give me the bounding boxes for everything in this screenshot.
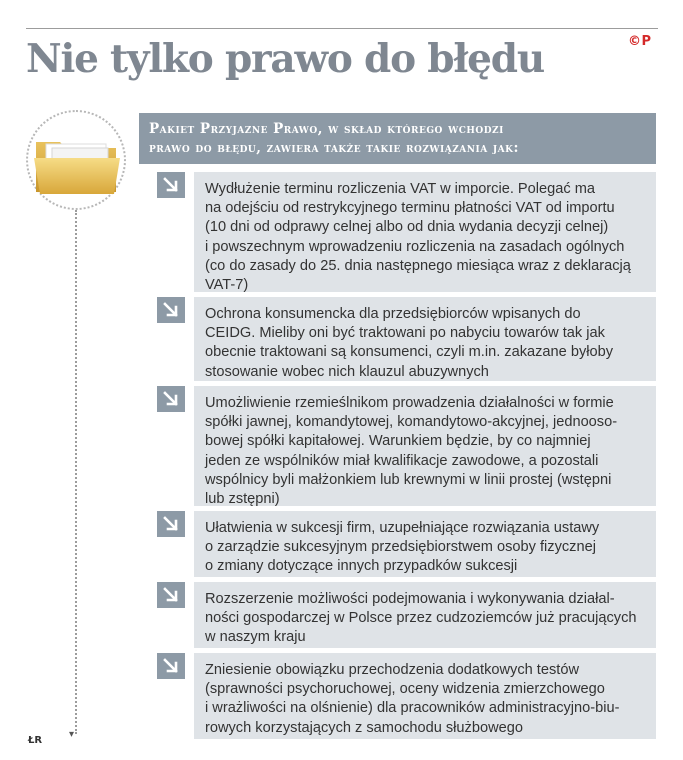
item-text xyxy=(205,590,651,648)
list-item xyxy=(157,511,656,577)
header-line: prawo do błędu, zawiera także takie rozwiązania jak: xyxy=(149,140,519,156)
folder-icon xyxy=(32,130,122,204)
item-line: na odejściu od restrykcyjnego terminu płatności VAT od importu xyxy=(205,200,615,217)
item-line: (co do zasady do 25. dnia następnego miesiąca wraz z deklaracją xyxy=(205,257,631,274)
item-line: i powszechnym wprowadzeniu rozliczenia na zasadach ogólnych xyxy=(205,238,625,255)
list-item xyxy=(157,386,656,506)
item-line: Umożliwienie rzemieślnikom prowadzenia działalności w formie xyxy=(205,395,614,411)
item-text xyxy=(205,180,651,295)
arrow-down-right-icon xyxy=(157,297,185,323)
item-line: o zmiany dotyczące innych przypadków sukcesji xyxy=(205,558,518,575)
item-text xyxy=(205,394,651,509)
item-line: Ułatwienia w sukcesji firm, uzupełniające rozwiązania ustawy xyxy=(205,520,600,536)
item-line: Zniesienie obowiązku przechodzenia dodatkowych testów xyxy=(205,662,579,678)
list-item xyxy=(157,582,656,648)
item-line: spółki jawnej, komandytowej, komandytowo-akcyjnej, jednooso- xyxy=(205,414,618,431)
header-line: Pakiet Przyjazne Prawo, w skład którego wchodzi xyxy=(149,121,504,137)
item-line: ności gospodarczej w Polsce przez cudzoziemców już pracujących xyxy=(205,610,637,627)
arrow-down-right-icon xyxy=(157,172,185,198)
list-item xyxy=(157,172,656,292)
arrow-down-right-icon xyxy=(157,582,185,608)
list-item xyxy=(157,653,656,739)
item-text xyxy=(205,305,651,382)
arrow-down-right-icon xyxy=(157,511,185,537)
item-line: lub zstępni) xyxy=(205,491,280,508)
item-line: obecnie traktowani są konsumenci, czyli m.in. zakazane byłoby xyxy=(205,344,614,361)
item-line: rowych korzystających z samochodu służbowego xyxy=(205,719,523,736)
timeline-line xyxy=(75,210,77,734)
arrow-down-right-icon xyxy=(157,386,185,412)
item-line: o zarządzie sukcesyjnym przedsiębiorstwem osoby fizycznej xyxy=(205,539,596,556)
credit-label: ŁR xyxy=(28,735,43,746)
item-line: w naszym kraju xyxy=(205,629,306,646)
section-header xyxy=(139,113,656,164)
item-text xyxy=(205,661,651,738)
item-line: jeden ze wspólników miał kwalifikacje zawodowe, a pozostali xyxy=(205,452,599,469)
item-line: bowej spółki kapitałowej. Warunkiem będzie, by co najmniej xyxy=(205,433,591,450)
copyright-badge: ©P xyxy=(628,34,652,49)
timeline-arrow-icon: ▾ xyxy=(69,729,75,740)
item-line: VAT-7) xyxy=(205,277,249,294)
item-line: wspólnicy byli małżonkiem lub krewnymi w linii prostej (wstępni xyxy=(205,471,612,488)
item-line: i wrażliwości na olśnienie) dla pracowników administracyjno-biu- xyxy=(205,700,620,717)
item-line: Wydłużenie terminu rozliczenia VAT w imporcie. Polegać ma xyxy=(205,181,595,197)
list-item xyxy=(157,297,656,381)
item-line: CEIDG. Mieliby oni być traktowani po nabyciu towarów tak jak xyxy=(205,325,605,342)
page-title: Nie tylko prawo do błędu xyxy=(26,36,544,82)
top-rule xyxy=(26,28,658,29)
item-line: (10 dni od odprawy celnej albo od dnia wydania decyzji celnej) xyxy=(205,219,609,236)
item-line: (sprawności psychoruchowej, oceny widzenia zmierzchowego xyxy=(205,681,605,698)
item-line: stosowanie wobec nich klauzul abuzywnych xyxy=(205,363,489,380)
item-line: Rozszerzenie możliwości podejmowania i wykonywania działal- xyxy=(205,591,615,607)
item-text xyxy=(205,519,651,577)
arrow-down-right-icon xyxy=(157,653,185,679)
item-line: Ochrona konsumencka dla przedsiębiorców wpisanych do xyxy=(205,306,581,322)
